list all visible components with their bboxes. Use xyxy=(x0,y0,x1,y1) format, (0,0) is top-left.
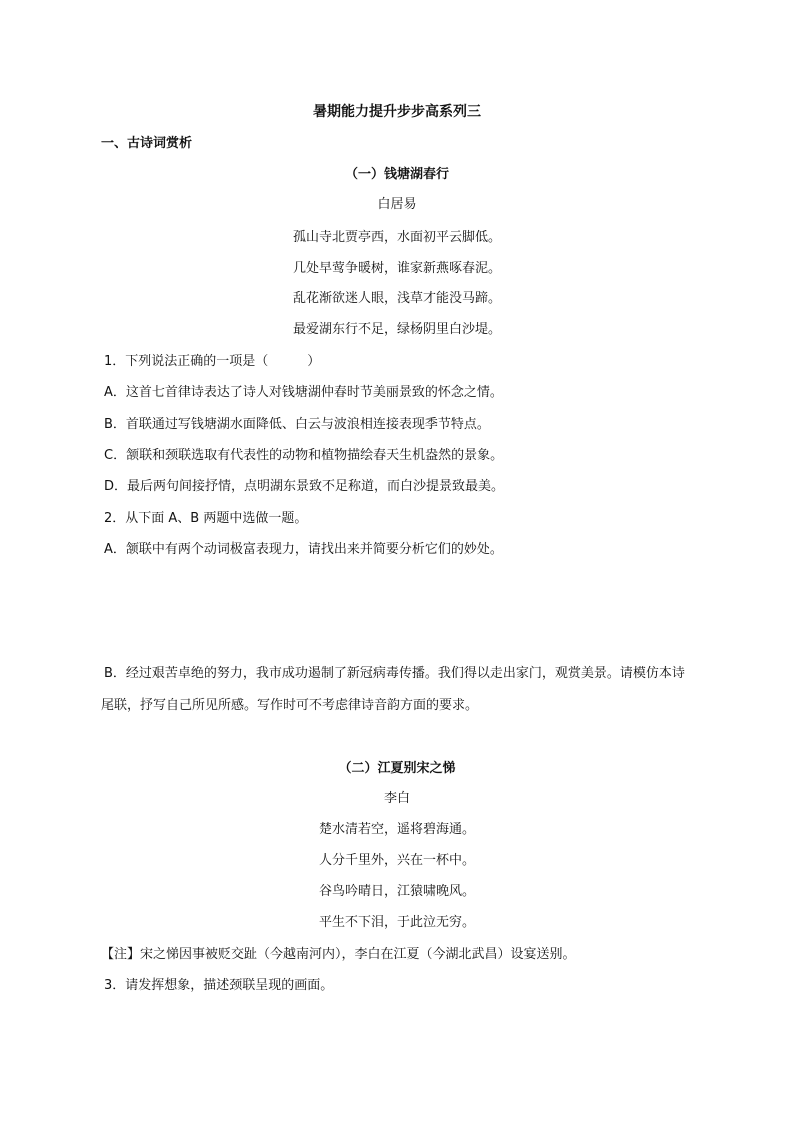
poem-line: 人分千里外，兴在一杯中。 xyxy=(318,853,475,868)
question-option-continuation: 尾联，抒写自己所见所感。写作时可不考虑律诗音韵方面的要求。 xyxy=(101,698,479,713)
poem-line: 谷鸟吟晴日，江猿啸晚风。 xyxy=(318,884,475,899)
question-option: C．颔联和颈联选取有代表性的动物和植物描绘春天生机盎然的景象。 xyxy=(104,448,504,463)
question-stem: 1．下列说法正确的一项是（ ） xyxy=(104,354,321,369)
question-option: A．这首七首律诗表达了诗人对钱塘湖仲春时节美丽景致的怀念之情。 xyxy=(104,385,503,400)
page-title: 暑期能力提升步步高系列三 xyxy=(313,104,481,120)
section-heading: 一、古诗词赏析 xyxy=(101,136,193,151)
poem-title: （一）钱塘湖春行 xyxy=(344,167,449,182)
poem-line: 最爱湖东行不足，绿杨阴里白沙堤。 xyxy=(292,322,501,337)
poem-line: 几处早莺争暖树，谁家新燕啄春泥。 xyxy=(292,261,501,276)
question-option: B．经过艰苦卓绝的努力，我市成功遏制了新冠病毒传播。我们得以走出家门，观赏美景。请模仿本诗 xyxy=(104,666,685,681)
poem-line: 孤山寺北贾亭西，水面初平云脚低。 xyxy=(292,230,501,245)
poem-title: （二）江夏别宋之悌 xyxy=(338,761,456,776)
poem-note: 【注】宋之悌因事被贬交趾（今越南河内），李白在江夏（今湖北武昌）设宴送别。 xyxy=(101,947,576,962)
poem-author: 白居易 xyxy=(377,197,417,212)
poem-author: 李白 xyxy=(383,791,410,806)
question-option: D．最后两句间接抒情，点明湖东景致不足称道，而白沙提景致最美。 xyxy=(104,479,505,494)
question-stem: 2．从下面 A、B 两题中选做一题。 xyxy=(104,511,308,526)
poem-line: 平生不下泪，于此泣无穷。 xyxy=(318,915,475,930)
poem-line: 楚水清若空，遥将碧海通。 xyxy=(318,822,475,837)
question-stem: 3．请发挥想象，描述颈联呈现的画面。 xyxy=(104,978,334,993)
question-option: B．首联通过写钱塘湖水面降低、白云与波浪相连接表现季节特点。 xyxy=(104,417,490,432)
question-option: A．颔联中有两个动词极富表现力，请找出来并简要分析它们的妙处。 xyxy=(104,542,503,557)
poem-line: 乱花渐欲迷人眼，浅草才能没马蹄。 xyxy=(292,291,501,306)
